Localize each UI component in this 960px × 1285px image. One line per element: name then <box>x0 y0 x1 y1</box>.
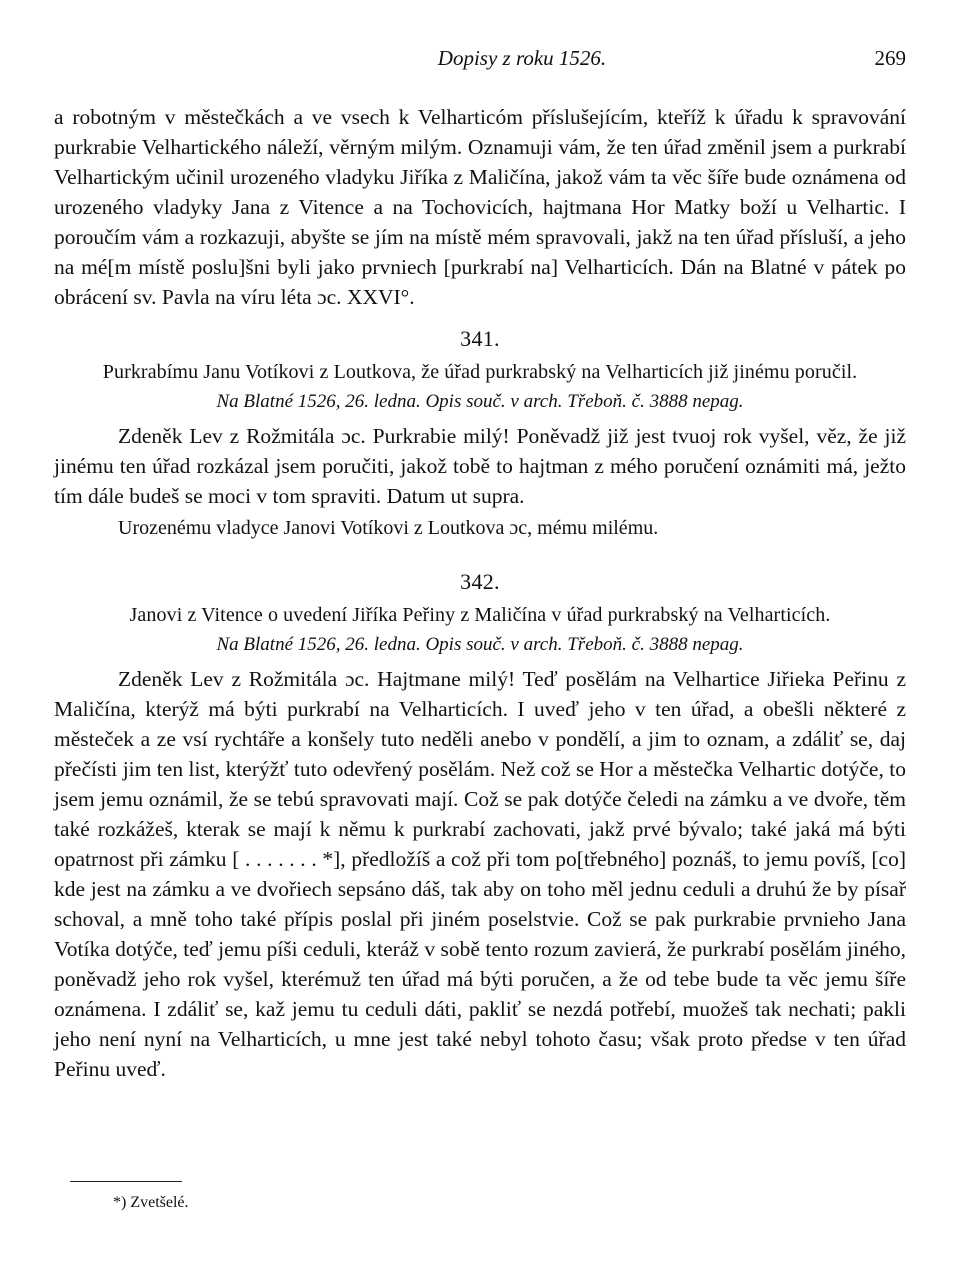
running-title: Dopisy z roku 1526. <box>437 46 607 70</box>
footnote: *) Zvetšelé. <box>113 1194 189 1211</box>
entry-text: Zdeněk Lev z Rožmitála ɔc. Hajtmane milý! Teď posělám na Velhartice Jiřieka Peřinu z Maličína, kterýž má býti purkrabí na Velharticích. I uveď jeho v ten úřad, a obešli některé z městeček a ze vsí rychtáře a konšely tuto neděli anebo v pondělí, a jim to oznam, a zdáliť se, daj přečísti jim ten list, kterýžť tuto odevřený posělám. Než což se Hor a městečka Velhartic dotýče, to jsem jemu oznámil, že se tebú spravovati mají. Což se pak dotýče čeledi na zámku a ve dvoře, těm také rozkážeš, kterak se mají k němu k purkrabí zachovati, jakž prvé bývalo; také jaká má býti opatrnost při zámku [ . . . . . . . *], předložíš a což při tom po[třebného] poznáš, to jemu povíš, [co] kde jest na zámku a ve dvořiech sepsáno dáš, tak aby on toho měl jednu ceduli a druhú že by písař schoval, a mně toho také přípis poslal při jiném poselstvie. Což se pak purkrabie prvnieho Jana Votíka dotýče, teď jemu píši ceduli, kteráž v sobě tento rozum zavierá, že purkrabí posělám jiného, poněvadž jeho rok vyšel, kterémuž ten úřad má býti poručen, a že od tebe bude ta věc jemu šíře oznámena. I zdáliť se, kaž jemu tu ceduli dáti, pakliť se nezdá potřebí, muožeš tak nechati; pakli jeho není nyní na Velharticích, u mne jest také nebyl tohoto času; však proto předse v ten úřad Peřinu uveď. <box>54 667 906 1081</box>
page-number: 269 <box>874 46 906 70</box>
entry-source: Na Blatné 1526, 26. ledna. Opis souč. v arch. Třeboň. č. 3888 nepag. <box>216 391 744 412</box>
document-page <box>54 44 906 1084</box>
entry-number: 341. <box>460 326 500 351</box>
entry-source: Na Blatné 1526, 26. ledna. Opis souč. v arch. Třeboň. č. 3888 nepag. <box>216 634 744 655</box>
entry-heading: Purkrabímu Janu Votíkovi z Loutkova, že úřad purkrabský na Velharticích již jinému poručil. <box>102 361 858 383</box>
letter-entry-341 <box>54 326 906 543</box>
entry-heading: Janovi z Vitence o uvedení Jiříka Peřiny z Maličína v úřad purkrabský na Velharticích. <box>129 604 831 626</box>
running-header <box>54 44 906 82</box>
letter-entry-342 <box>54 569 906 1084</box>
entry-address: Urozenému vladyce Janovi Votíkovi z Loutkova ɔc, mému milému. <box>118 517 659 539</box>
opening-paragraph: a robotným v městečkách a ve vsech k Velharticóm příslušejícím, kteříž k úřadu k spravování purkrabie Velhartického náleží, věrným milým. Oznamuji vám, že ten úřad změnil jsem a purkrabí Velhartickým učinil urozeného vladyku Jiříka z Maličína, jakož vám ta věc šíře bude oznámena od urozeného vladyky Jana z Vitence a na Tochovicích, hajtmana Hor Matky boží u Velhartic. I poroučím vám a rozkazuji, abyšte se jím na místě mém spravovali, jakž na ten úřad přísluší, a jeho na mé[m místě poslu]šni byli jako prvniech [purkrabí na] Velharticích. Dán na Blatné v pátek po obrácení sv. Pavla na víru léta ɔc. XXVI°. <box>54 105 906 309</box>
entry-text: Zdeněk Lev z Rožmitála ɔc. Purkrabie milý! Poněvadž již jest tvuoj rok vyšel, věz, že již jinému ten úřad rozkázal jsem poručiti, jakož tobě to hajtman z mého poručení oznámiti má, ježto tím dále budeš se moci v tom spraviti. Datum ut supra. <box>54 424 906 508</box>
footnote-divider <box>70 1181 182 1182</box>
entry-number: 342. <box>460 569 500 594</box>
